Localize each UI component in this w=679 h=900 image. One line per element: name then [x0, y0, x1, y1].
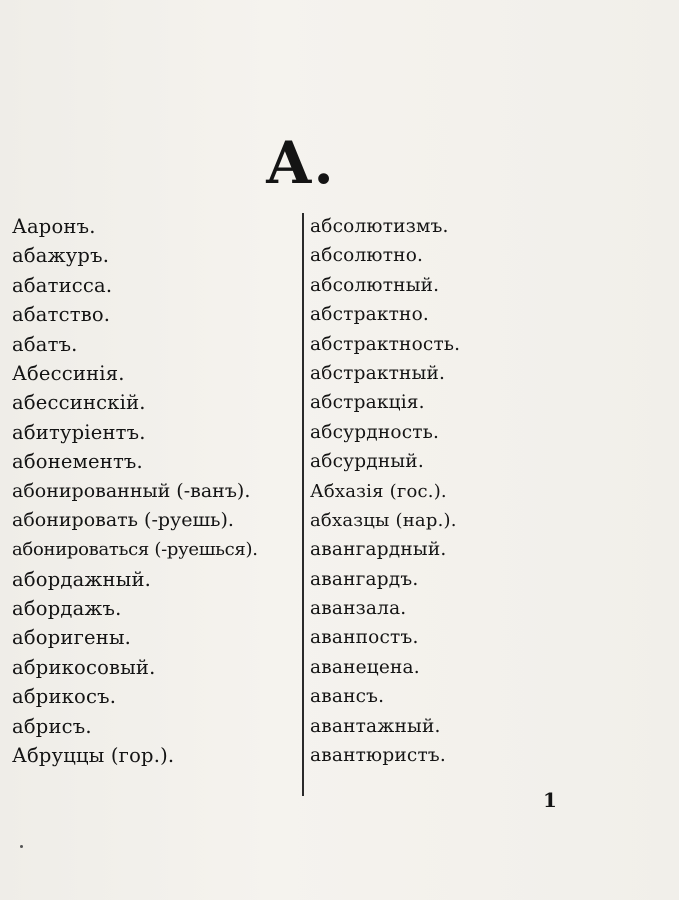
- column-divider: [302, 213, 304, 796]
- left-word-column: [12, 212, 302, 770]
- word-entry: абордажъ.: [12, 597, 122, 621]
- word-entry: Абруццы (гор.).: [12, 744, 175, 768]
- word-entry: авангардъ.: [310, 568, 419, 590]
- word-entry: авангардный.: [310, 539, 447, 561]
- word-entry: абонировать (-руешь).: [12, 508, 234, 531]
- word-entry: абсолютно.: [310, 245, 424, 267]
- word-entry: абессинскій.: [12, 391, 146, 415]
- word-entry: абонироваться (-руешься).: [12, 539, 258, 561]
- word-entry: абсурдный.: [310, 451, 424, 473]
- word-entry: абонементъ.: [12, 450, 143, 474]
- word-entry: абордажный.: [12, 567, 152, 591]
- word-entry: аванзала.: [310, 598, 407, 620]
- word-entry: абатисса.: [12, 273, 113, 297]
- word-entry: абсолютный.: [310, 274, 440, 296]
- word-entry: авансъ.: [310, 686, 385, 708]
- word-entry: Абхазія (гос.).: [310, 480, 447, 502]
- word-entry: абажуръ.: [12, 244, 110, 268]
- word-entry: аванпостъ.: [310, 627, 419, 649]
- word-entry: Ааронъ.: [12, 215, 96, 238]
- word-entry: абитуріентъ.: [12, 420, 146, 444]
- word-entry: абхазцы (нар.).: [310, 509, 457, 531]
- word-entry: абсурдность.: [310, 421, 440, 443]
- ink-speck: [20, 845, 23, 848]
- word-entry: абрикосовый.: [12, 655, 156, 679]
- word-entry: абрикосъ.: [12, 685, 117, 709]
- word-entry: аванецена.: [310, 656, 420, 678]
- word-entry: авантажный.: [310, 715, 441, 737]
- word-entry: абсолютизмъ.: [310, 216, 449, 237]
- word-entry: абстрактность.: [310, 333, 461, 355]
- word-entry: абстрактный.: [310, 362, 446, 384]
- word-entry: абстракція.: [310, 392, 425, 414]
- word-entry: абатство.: [12, 303, 111, 327]
- word-entry: абрисъ.: [12, 714, 92, 738]
- word-entry: аборигены.: [12, 626, 132, 650]
- word-entry: Абессинія.: [12, 361, 125, 385]
- page-number: 1: [543, 788, 557, 812]
- right-word-column: [310, 212, 500, 770]
- section-letter-heading: А.: [265, 129, 335, 197]
- word-entry: авантюристъ.: [310, 745, 446, 767]
- word-entry: абстрактно.: [310, 304, 429, 326]
- word-entry: абатъ.: [12, 332, 78, 356]
- word-entry: абонированный (-ванъ).: [12, 479, 251, 502]
